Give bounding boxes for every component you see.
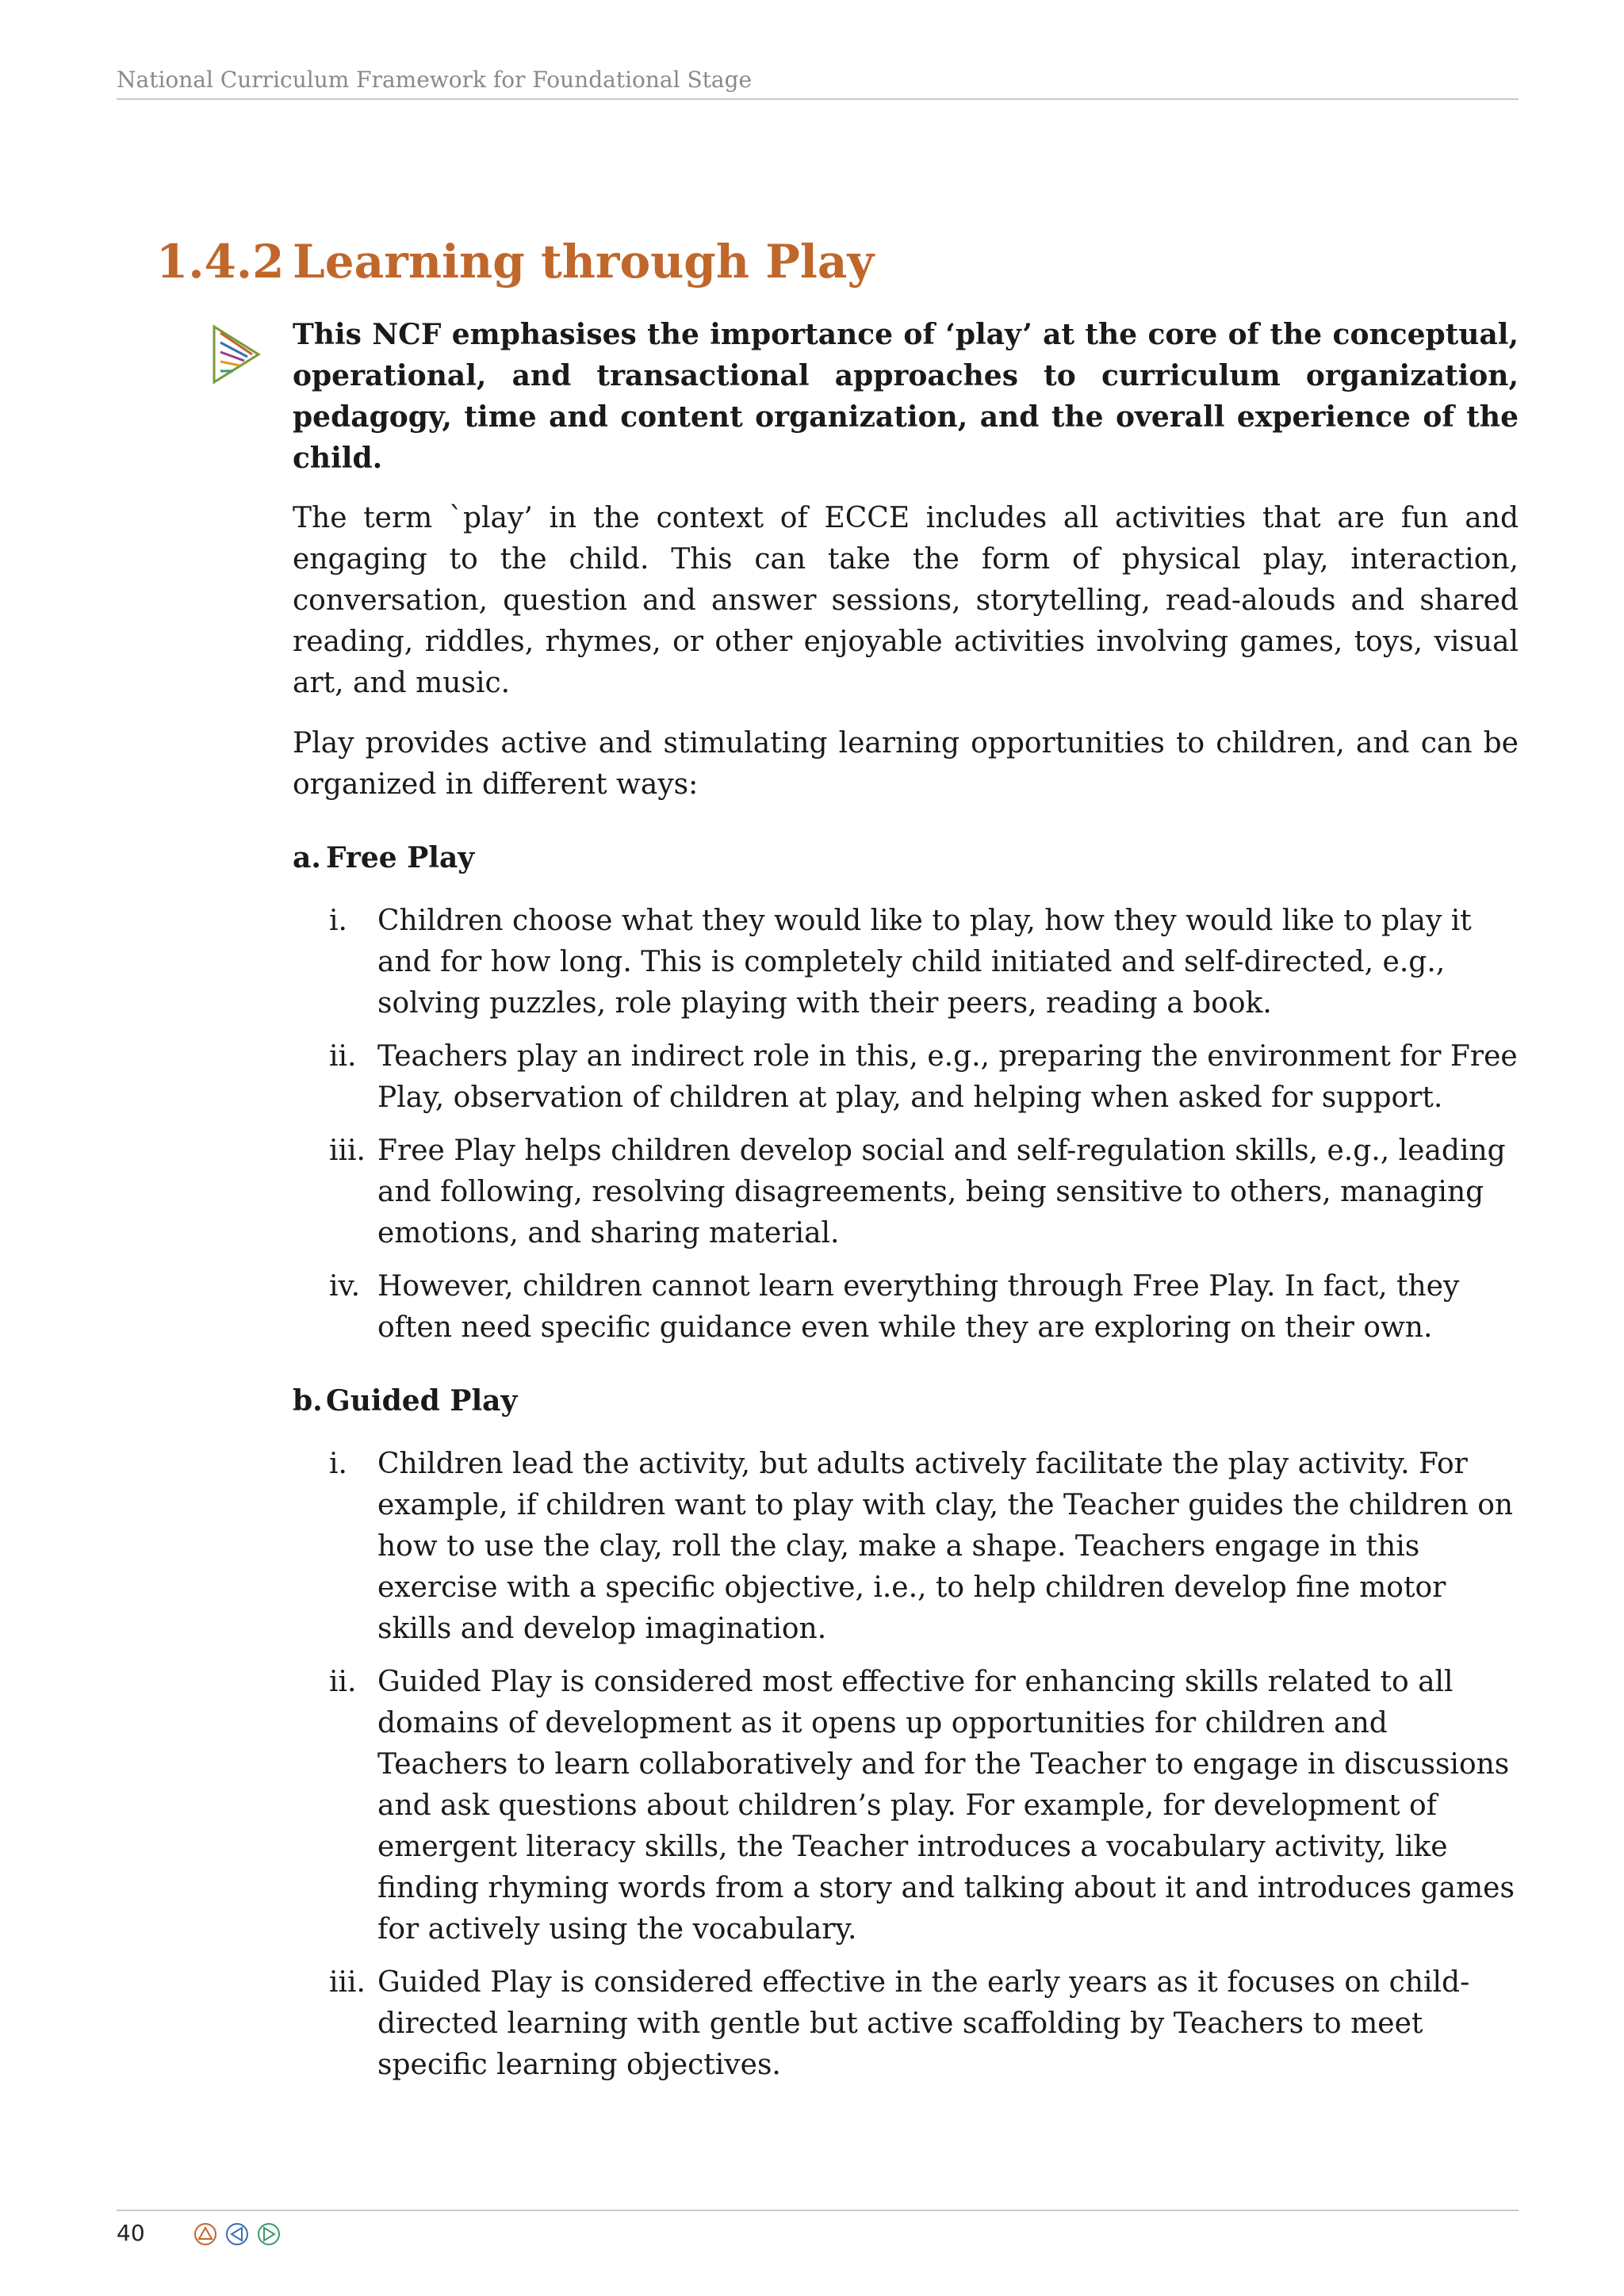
intro-paragraph: This NCF emphasises the importance of ‘play’ at the core of the conceptual, operational, and transactional approaches to curriculum organization, pedagogy, time and content organization, and the overall experience of the child. bbox=[293, 318, 1519, 475]
list-numeral: iii. bbox=[329, 1966, 366, 1999]
footer-icons bbox=[193, 2221, 282, 2247]
list-item bbox=[293, 1036, 1519, 1119]
subheading-letter: b. bbox=[293, 1384, 323, 1418]
list-numeral: iv. bbox=[329, 1270, 361, 1303]
list-text: However, children cannot learn everything through Free Play. In fact, they often need specific guidance even while they are exploring on their own. bbox=[377, 1270, 1460, 1344]
subheading-guided-play bbox=[293, 1380, 1519, 1422]
list-item bbox=[293, 1444, 1519, 1650]
list-item bbox=[293, 1962, 1519, 2086]
footer-rule bbox=[117, 2210, 1519, 2211]
list-item bbox=[293, 1662, 1519, 1950]
list-item bbox=[293, 1266, 1519, 1349]
header-rule bbox=[117, 98, 1519, 100]
right-play-footer-icon bbox=[256, 2221, 282, 2247]
list-numeral: i. bbox=[329, 905, 347, 937]
guided-play-list bbox=[293, 1444, 1519, 2086]
paragraph-play-definition: The term `play’ in the context of ECCE includes all activities that are fun and engaging to the child. This can take the form of physical play, interaction, conversation, question and answer sessions, storytelling, read-alouds and shared reading, riddles, rhymes, or other enjoyable activities involving games, toys, visual art, and music. bbox=[293, 502, 1519, 699]
section-title: Learning through Play bbox=[293, 235, 875, 289]
list-text: Guided Play is considered most effective for enhancing skills related to all domains of development as it opens up opportunities for children and Teachers to learn collaboratively and for the Teacher to engage in discussions and ask questions about children’s play. For example, for development of emergent literacy skills, the Teacher introduces a vocabulary activity, like finding rhyming words from a story and talking about it and introduces games for actively using the vocabulary. bbox=[377, 1666, 1515, 1946]
section-heading bbox=[156, 235, 874, 289]
list-numeral: iii. bbox=[329, 1135, 366, 1167]
running-header: National Curriculum Framework for Foundational Stage bbox=[117, 67, 753, 93]
left-play-footer-icon bbox=[224, 2221, 250, 2247]
subheading-letter: a. bbox=[293, 841, 321, 874]
free-play-list bbox=[293, 901, 1519, 1349]
list-text: Children lead the activity, but adults actively facilitate the play activity. For example, if children want to play with clay, the Teacher guides the children on how to use the clay, roll the clay, make a shape. Teachers engage in this exercise with a specific objective, i.e., to help children develop fine motor skills and develop imagination. bbox=[377, 1448, 1514, 1645]
list-numeral: ii. bbox=[329, 1666, 357, 1698]
subheading-free-play bbox=[293, 837, 1519, 878]
list-item bbox=[293, 901, 1519, 1024]
play-triangle-icon bbox=[211, 323, 262, 385]
list-text: Free Play helps children develop social and self-regulation skills, e.g., leading and following, resolving disagreements, being sensitive to others, managing emotions, and sharing material. bbox=[377, 1135, 1506, 1249]
list-item bbox=[293, 1131, 1519, 1254]
subheading-title: Guided Play bbox=[326, 1384, 518, 1418]
triangle-footer-icon bbox=[193, 2221, 218, 2247]
section-number: 1.4.2 bbox=[156, 235, 285, 289]
subheading-title: Free Play bbox=[326, 841, 475, 874]
list-numeral: ii. bbox=[329, 1040, 357, 1073]
page-number: 40 bbox=[117, 2220, 145, 2246]
list-text: Teachers play an indirect role in this, e.g., preparing the environment for Free Play, observation of children at play, and helping when asked for support. bbox=[377, 1040, 1518, 1114]
list-numeral: i. bbox=[329, 1448, 347, 1480]
list-text: Children choose what they would like to play, how they would like to play it and for how long. This is completely child initiated and self-directed, e.g., solving puzzles, role playing with their peers, reading a book. bbox=[377, 905, 1472, 1020]
paragraph-play-ways: Play provides active and stimulating learning opportunities to children, and can be organized in different ways: bbox=[293, 727, 1519, 801]
list-text: Guided Play is considered effective in the early years as it focuses on child-directed learning with gentle but active scaffolding by Teachers to meet specific learning objectives. bbox=[377, 1966, 1470, 2081]
content bbox=[293, 314, 1519, 2098]
